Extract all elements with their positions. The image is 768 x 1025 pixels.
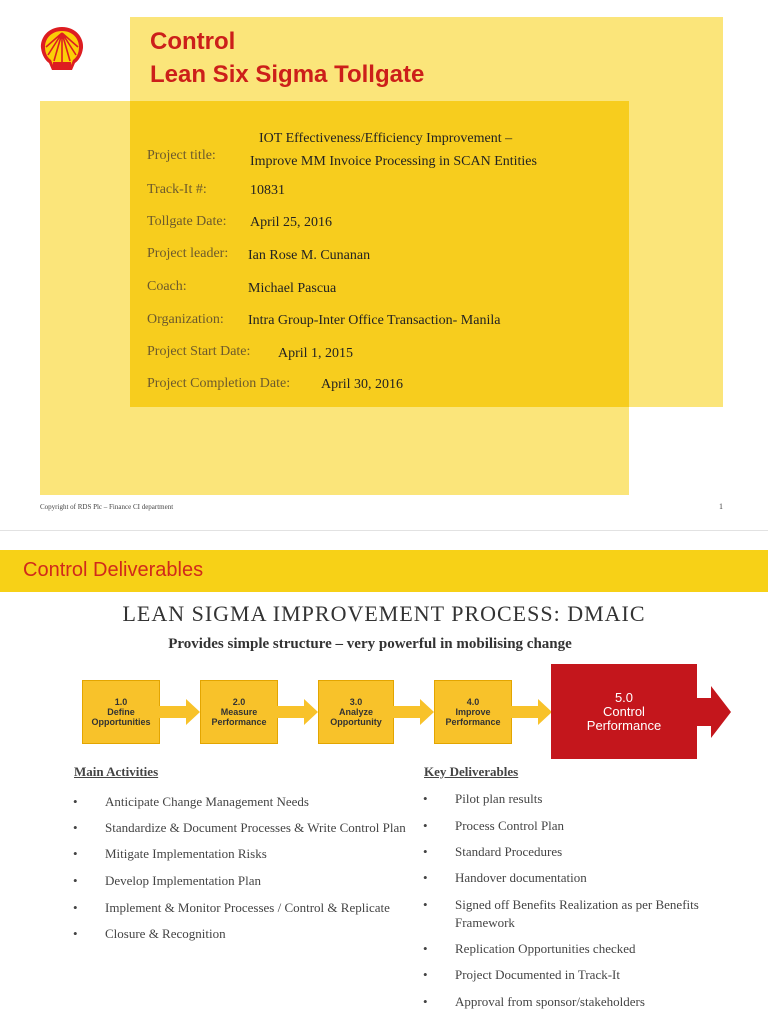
- project-title-label: Project title:: [147, 148, 216, 163]
- list-item-text: Implement & Monitor Processes / Control & Replicate: [105, 900, 390, 915]
- tollgate-date-value: April 25, 2016: [250, 215, 333, 230]
- step-label-line2: Performance: [586, 717, 662, 733]
- bullet-icon: •: [423, 941, 428, 956]
- process-subtitle: Provides simple structure – very powerful in mobilising change: [168, 636, 572, 652]
- step-label-line1: Control: [603, 703, 645, 719]
- step-measure: [200, 680, 278, 744]
- bullet-icon: •: [73, 926, 78, 941]
- bullet-icon: •: [423, 967, 428, 982]
- start-date-label: Project Start Date:: [147, 344, 251, 359]
- completion-date-label: Project Completion Date:: [147, 376, 291, 391]
- list-item-text: Process Control Plan: [455, 818, 565, 833]
- step-label-line1: Improve: [455, 707, 491, 717]
- step-improve: [434, 680, 512, 744]
- list-item-text: Closure & Recognition: [105, 926, 226, 941]
- shell-logo-icon: [37, 24, 87, 74]
- arrow-right-icon: [276, 699, 318, 725]
- bullet-icon: •: [73, 846, 78, 861]
- completion-date-value: April 30, 2016: [321, 377, 404, 392]
- list-item-text: Mitigate Implementation Risks: [105, 846, 267, 861]
- coach-label: Coach:: [147, 279, 187, 294]
- step-label-line2: Opportunities: [91, 717, 151, 727]
- step-label-line1: Measure: [220, 707, 258, 717]
- list-item-text: Anticipate Change Management Needs: [105, 794, 309, 809]
- list-item-text: Signed off Benefits Realization as per Benefits: [455, 897, 699, 912]
- bullet-icon: •: [73, 820, 78, 835]
- list-item-text-continued: Framework: [455, 915, 515, 930]
- list-item: [423, 896, 753, 930]
- main-activities-heading: Main Activities: [74, 764, 159, 779]
- organization-value: Intra Group-Inter Office Transaction- Manila: [248, 313, 501, 328]
- step-label-line1: Analyze: [338, 707, 373, 717]
- organization-label: Organization:: [147, 312, 224, 327]
- arrow-right-icon: [697, 686, 731, 738]
- step-label-line2: Opportunity: [330, 717, 382, 727]
- arrow-right-icon: [510, 699, 552, 725]
- list-item-text: Approval from sponsor/stakeholders: [455, 994, 645, 1009]
- key-deliverables-heading: Key Deliverables: [424, 764, 519, 779]
- tollgate-date-label: Tollgate Date:: [147, 214, 227, 229]
- copyright-text: Copyright of RDS Plc – Finance CI department: [40, 503, 174, 511]
- step-label-line1: Define: [107, 707, 135, 717]
- banner-title: Control Deliverables: [23, 559, 204, 581]
- bullet-icon: •: [423, 897, 428, 912]
- step-control: [551, 664, 697, 759]
- step-label-line2: Performance: [211, 717, 267, 727]
- slide-title-control: Control: [150, 28, 236, 55]
- step-number: 2.0: [232, 697, 246, 707]
- process-title: LEAN SIGMA IMPROVEMENT PROCESS: DMAIC: [122, 601, 646, 626]
- arrow-right-icon: [158, 699, 200, 725]
- list-item-text: Replication Opportunities checked: [455, 941, 636, 956]
- list-item-text: Handover documentation: [455, 870, 587, 885]
- project-leader-value: Ian Rose M. Cunanan: [248, 248, 371, 263]
- bullet-icon: •: [423, 844, 428, 859]
- page-number: 1: [719, 502, 723, 511]
- bullet-icon: •: [73, 794, 78, 809]
- list-item-text: Develop Implementation Plan: [105, 873, 261, 888]
- project-leader-label: Project leader:: [147, 246, 229, 261]
- list-item-text: Project Documented in Track-It: [455, 967, 620, 982]
- arrow-right-icon: [392, 699, 434, 725]
- bullet-icon: •: [423, 791, 428, 806]
- project-title-value-line2: Improve MM Invoice Processing in SCAN Entities: [250, 154, 537, 169]
- coach-value: Michael Pascua: [248, 281, 337, 296]
- title-banner: [0, 550, 768, 592]
- list-item-text: Pilot plan results: [455, 791, 543, 806]
- step-number: 5.0: [614, 689, 634, 705]
- step-define: [82, 680, 160, 744]
- bullet-icon: •: [423, 870, 428, 885]
- step-number: 1.0: [114, 697, 128, 707]
- step-analyze: [318, 680, 394, 744]
- bullet-icon: •: [423, 818, 428, 833]
- start-date-value: April 1, 2015: [278, 346, 354, 361]
- slide-title-tollgate: Lean Six Sigma Tollgate: [150, 61, 425, 88]
- list-item-text: Standard Procedures: [455, 844, 563, 859]
- bullet-icon: •: [423, 994, 428, 1009]
- track-it-label: Track-It #:: [147, 182, 207, 197]
- list-item-text: Standardize & Document Processes & Write Control Plan: [105, 820, 406, 835]
- step-number: 4.0: [466, 697, 480, 707]
- track-it-value: 10831: [250, 183, 285, 198]
- control-deliverables-slide: [0, 530, 768, 1025]
- bullet-icon: •: [73, 873, 78, 888]
- bullet-icon: •: [73, 900, 78, 915]
- step-label-line2: Performance: [445, 717, 501, 727]
- step-number: 3.0: [349, 697, 363, 707]
- project-title-value-line1: IOT Effectiveness/Efficiency Improvement –: [259, 131, 513, 146]
